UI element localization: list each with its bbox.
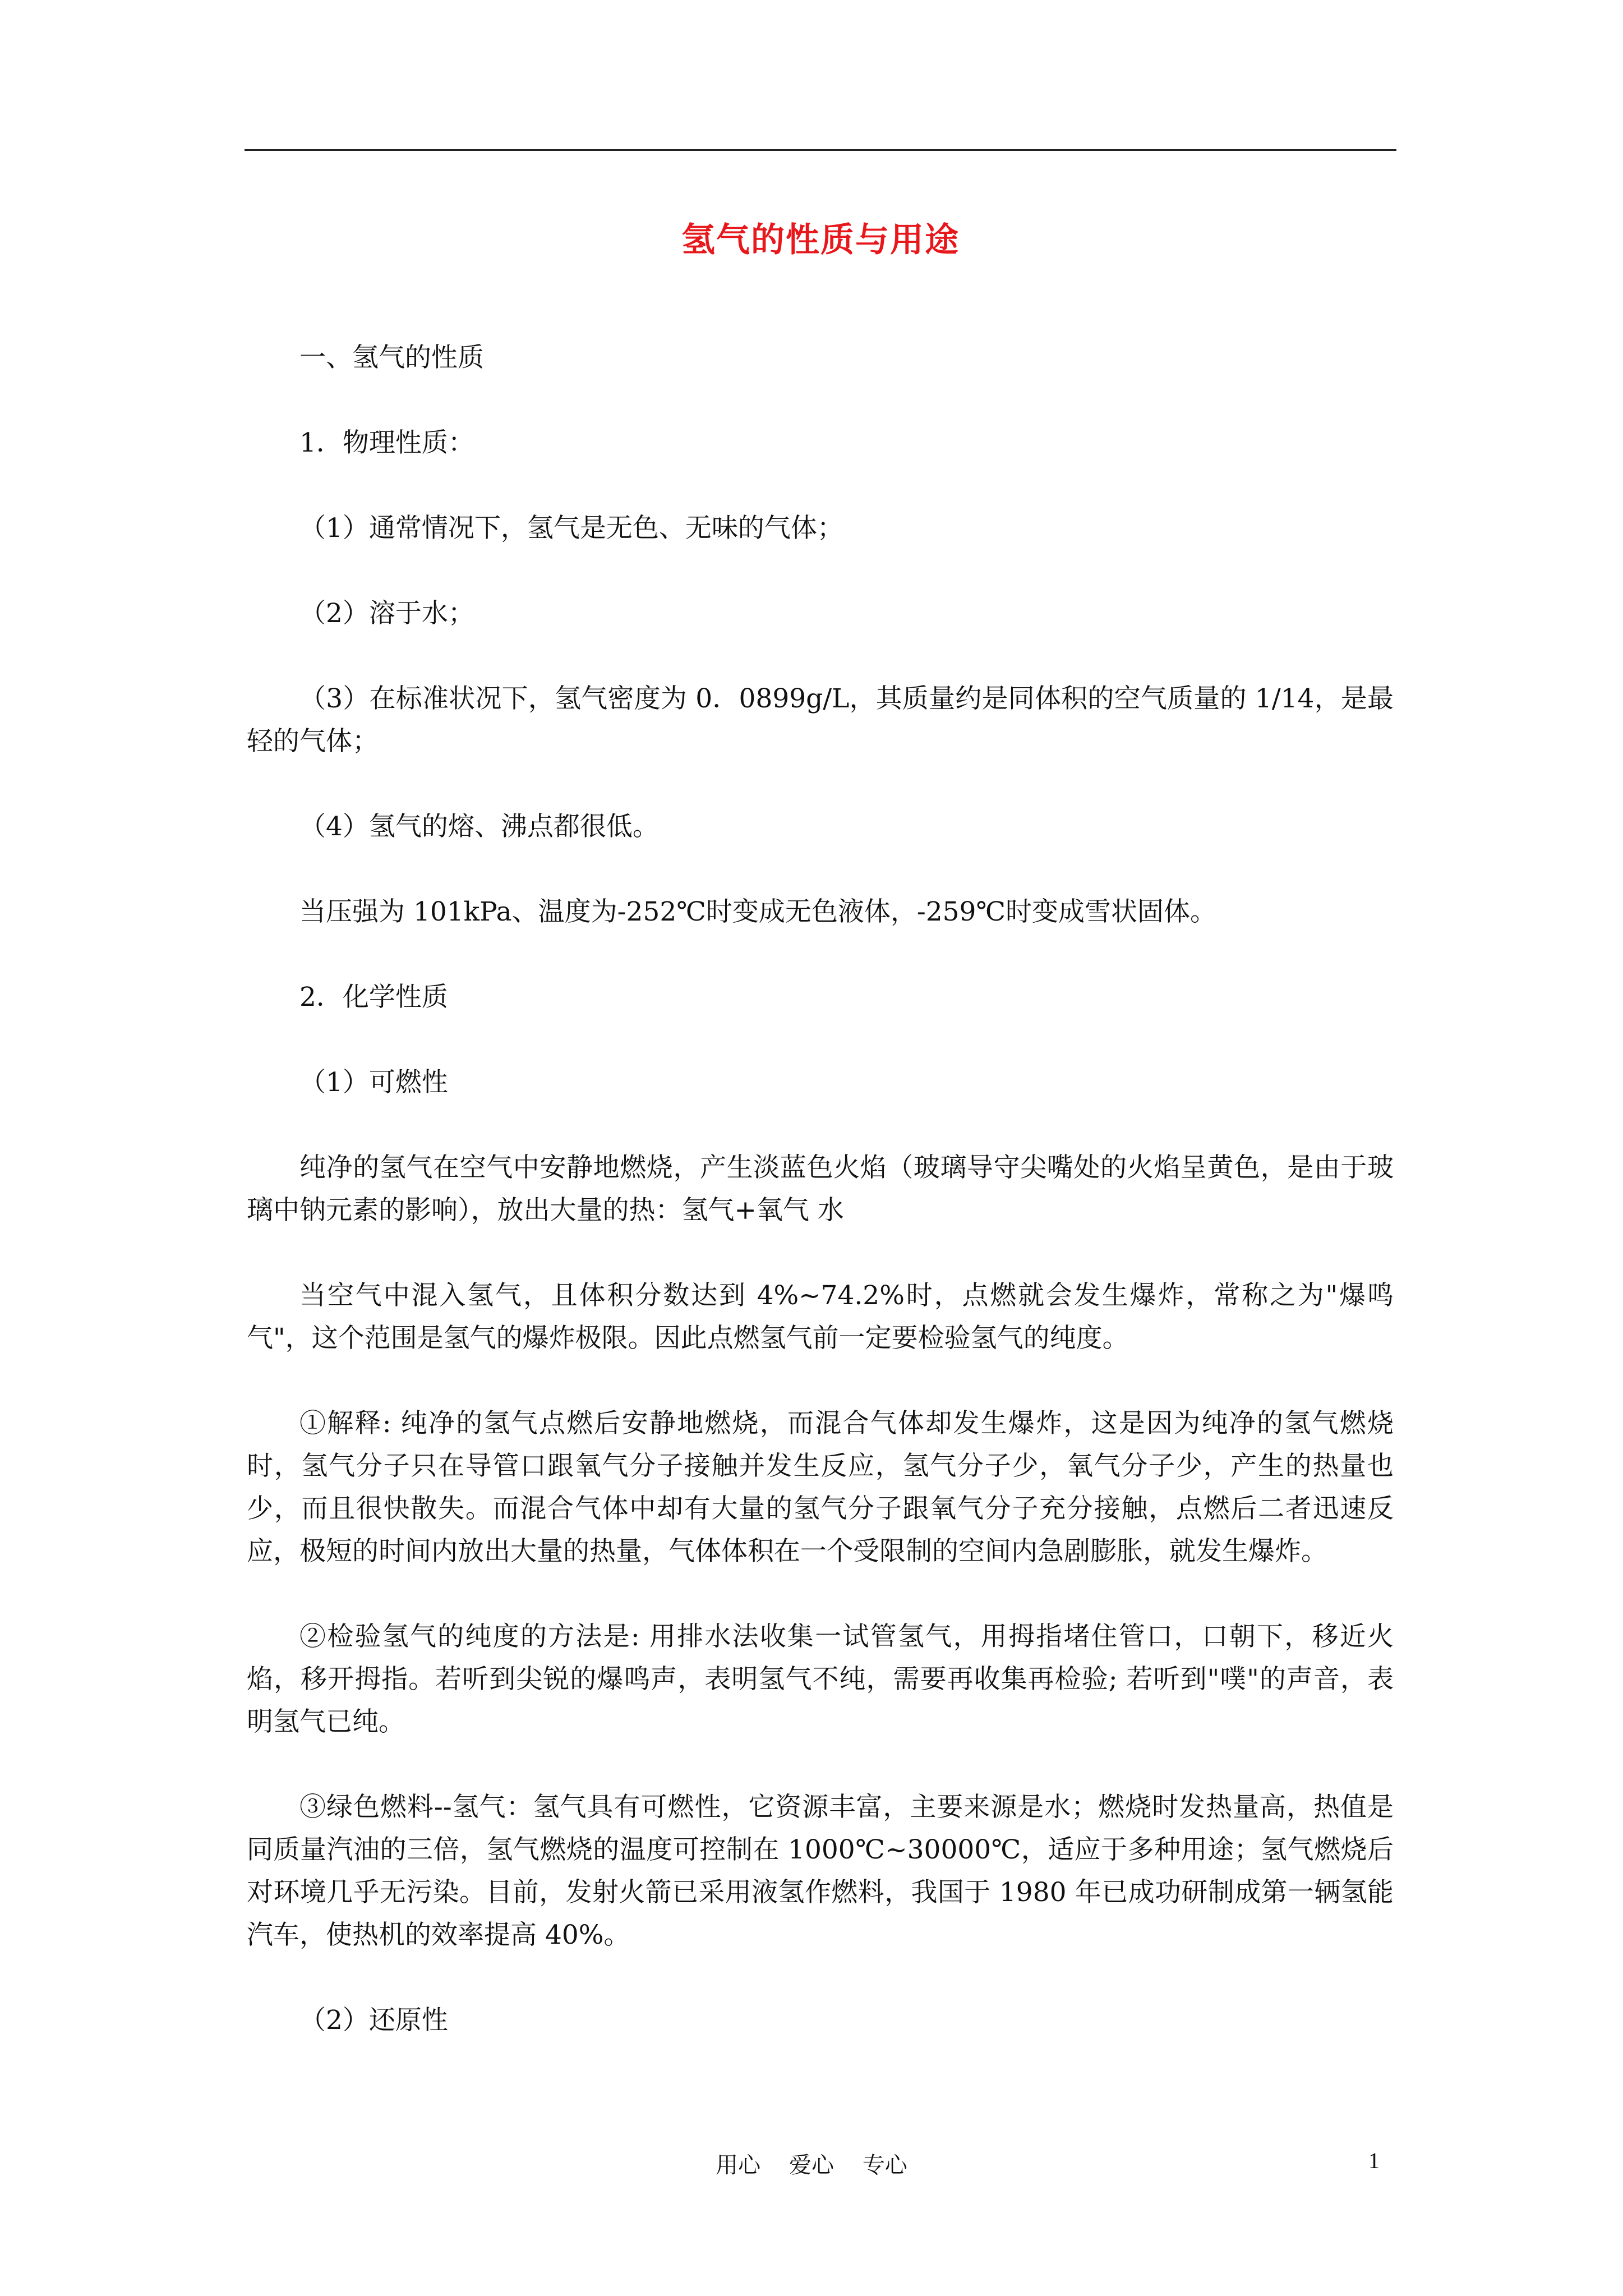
body-paragraph: ②检验氢气的纯度的方法是: 用排水法收集一试管氢气，用拇指堵住管口，口朝下，移近火焰，移开拇指。若听到尖锐的爆鸣声，表明氢气不纯，需要再收集再检验; 若听到"噗"的声音，表明氢气已纯。 xyxy=(247,1621,1394,1737)
body-paragraph: 当压强为 101kPa、温度为-252℃时变成无色液体，-259℃时变成雪状固体。 xyxy=(299,896,1216,927)
list-item: （4）氢气的熔、沸点都很低。 xyxy=(299,811,659,842)
list-item: （1）可燃性 xyxy=(299,1067,448,1098)
page-footer xyxy=(0,2147,1623,2187)
footer-motto: 用心 爱心 专心 xyxy=(716,2152,907,2178)
body-paragraph: 纯净的氢气在空气中安静地燃烧，产生淡蓝色火焰（玻璃导守尖嘴处的火焰呈黄色，是由于玻璃中钠元素的影响），放出大量的热：氢气+氧气 水 xyxy=(247,1152,1394,1226)
section-heading: 一、氢气的性质 xyxy=(299,342,484,373)
document-title: 氢气的性质与用途 xyxy=(681,220,960,260)
list-item: （2）还原性 xyxy=(299,2005,448,2036)
subsection-heading: 2．化学性质 xyxy=(299,982,448,1013)
list-item: （3）在标准状况下，氢气密度为 0．0899g/L，其质量约是同体积的空气质量的 1/14，是最轻的气体； xyxy=(247,683,1394,757)
document-body xyxy=(247,337,1394,2085)
body-paragraph: ③绿色燃料--氢气：氢气具有可燃性，它资源丰富，主要来源是水；燃烧时发热量高，热值是同质量汽油的三倍，氢气燃烧的温度可控制在 1000℃~30000℃，适应于多种用途；氢气燃烧后对环境几乎无污染。目前，发射火箭已采用液氢作燃料，我国于 1980 年已成功研制成第一辆氢能汽车，使热机的效率提高 40%。 xyxy=(247,1792,1394,1950)
header-rule xyxy=(245,149,1396,151)
list-item: （2）溶于水； xyxy=(299,598,474,629)
page-number: 1 xyxy=(1368,2148,1380,2173)
subsection-heading: 1．物理性质： xyxy=(299,427,474,458)
list-item: （1）通常情况下，氢气是无色、无味的气体； xyxy=(299,513,843,544)
body-paragraph: ①解释: 纯净的氢气点燃后安静地燃烧，而混合气体却发生爆炸，这是因为纯净的氢气燃烧时，氢气分子只在导管口跟氧气分子接触并发生反应，氢气分子少，氧气分子少，产生的热量也少，而且很快散失。而混合气体中却有大量的氢气分子跟氧气分子充分接触，点燃后二者迅速反应，极短的时间内放出大量的热量，气体体积在一个受限制的空间内急剧膨胀，就发生爆炸。 xyxy=(247,1408,1394,1567)
body-paragraph: 当空气中混入氢气，且体积分数达到 4%~74.2%时，点燃就会发生爆炸，常称之为"爆鸣气"，这个范围是氢气的爆炸极限。因此点燃氢气前一定要检验氢气的纯度。 xyxy=(247,1280,1394,1354)
